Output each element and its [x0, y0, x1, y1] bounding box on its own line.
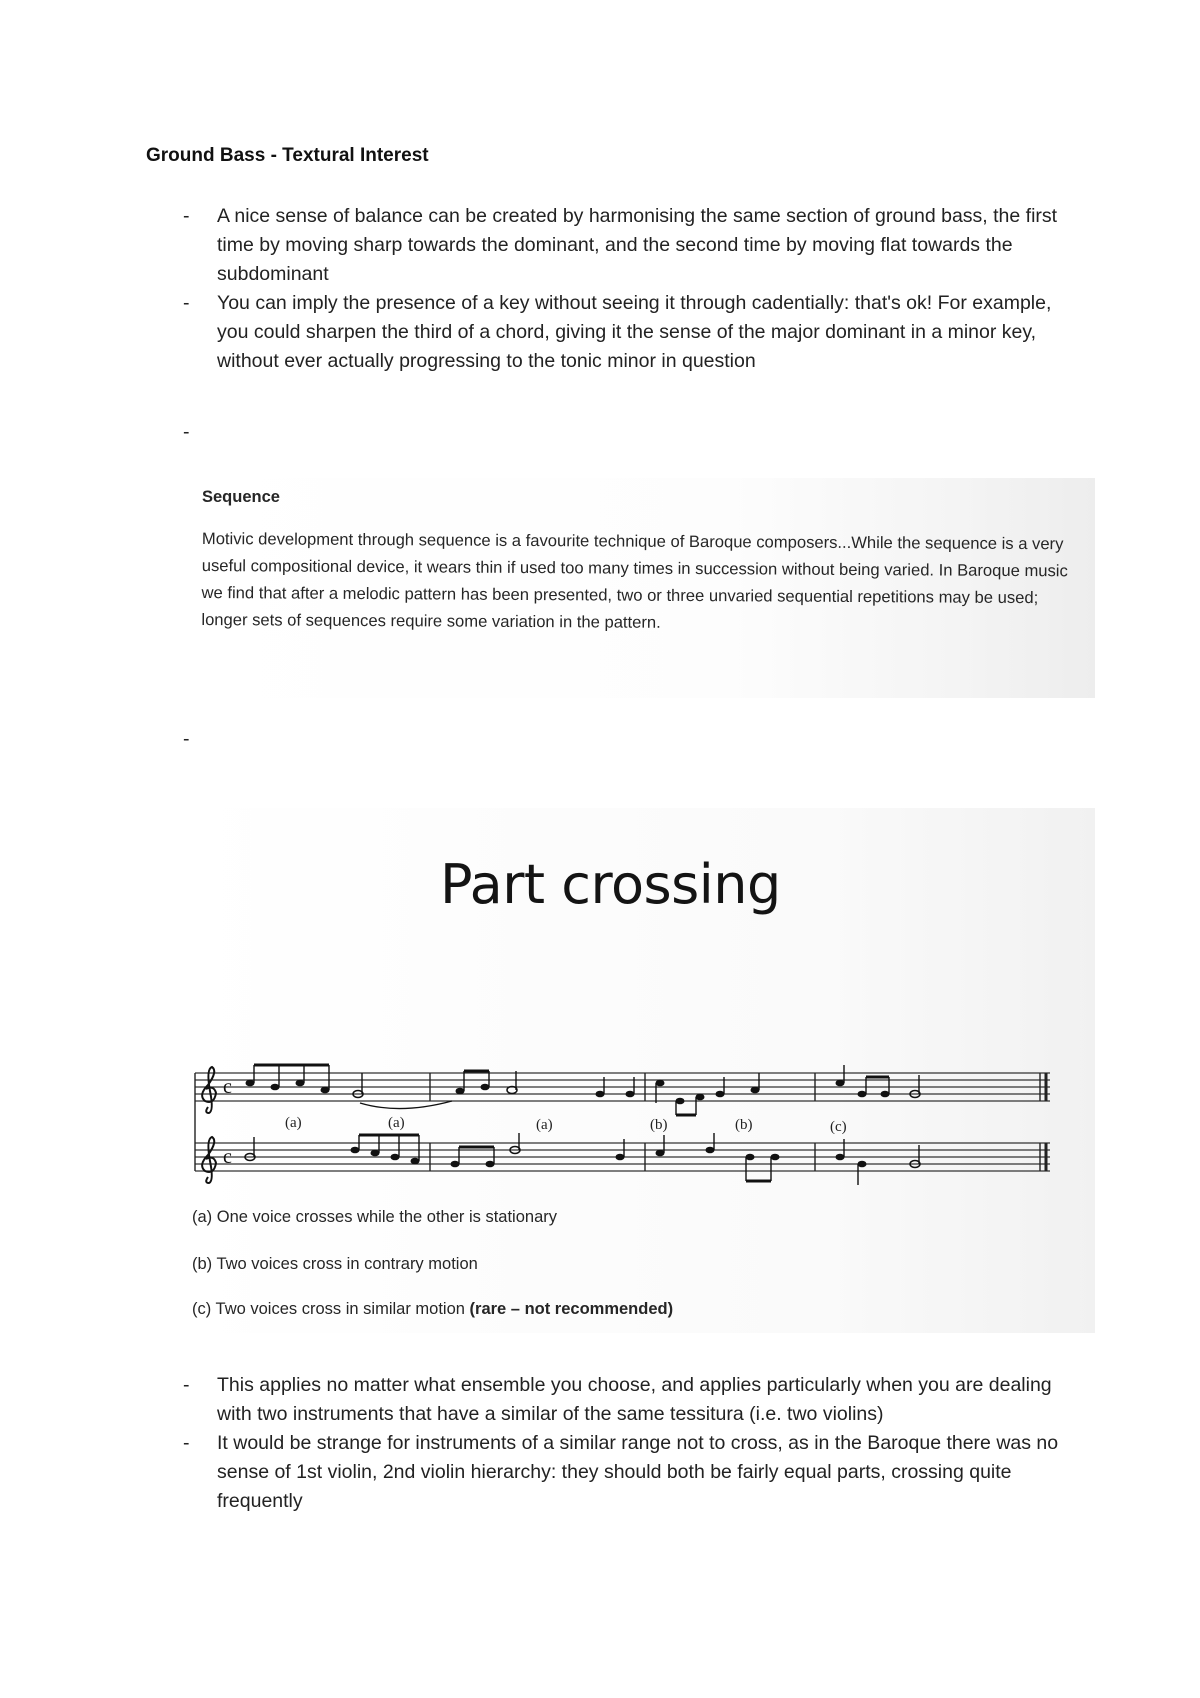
- lower-beams: [359, 1135, 771, 1181]
- list-item-text: A nice sense of balance can be created by harmonising the same section of ground bass, the first time by moving sharp towards the dominant, and the second time by moving flat towards the subdominant: [217, 205, 1058, 285]
- sequence-image: [190, 478, 1095, 698]
- caption-b: (b) Two voices cross in contrary motion: [192, 1255, 478, 1273]
- bullet-dash: -: [183, 728, 190, 750]
- label-a: (a): [536, 1117, 553, 1133]
- label-c: (c): [830, 1119, 847, 1135]
- label-a: (a): [388, 1115, 405, 1131]
- time-signature: c: [223, 1146, 232, 1168]
- bullet-list-top: [0, 202, 1200, 376]
- time-signature: c: [223, 1076, 232, 1098]
- caption-a: (a) One voice crosses while the other is stationary: [192, 1208, 557, 1226]
- caption-c-note: (rare – not recommended): [469, 1300, 674, 1318]
- list-item: [0, 1371, 1200, 1429]
- list-item: [0, 202, 1200, 289]
- list-item-text: This applies no matter what ensemble you choose, and applies particularly when you are dealing with two instruments that have a similar of the same tessitura (i.e. two violins): [217, 1374, 1052, 1425]
- bullet-dash: -: [183, 1432, 190, 1454]
- list-item: [0, 1429, 1200, 1516]
- label-b: (b): [735, 1117, 753, 1133]
- list-item-text: You can imply the presence of a key without seeing it through cadentially: that's ok! For example, you could sharpen the third of a chord, giving it the sense of the major dominant in a minor key, without ever actually progressing to the tonic minor in question: [217, 292, 1052, 372]
- caption-c: [192, 1300, 673, 1319]
- bullet-list-bottom: [0, 1371, 1200, 1516]
- bullet-dash: -: [183, 421, 190, 443]
- tie-arc: [360, 1101, 452, 1109]
- part-crossing-title: Part crossing: [440, 853, 781, 916]
- caption-c-main: (c) Two voices cross in similar motion: [192, 1300, 465, 1318]
- bullet-dash: -: [183, 1374, 190, 1396]
- sequence-body: Motivic development through sequence is a favourite technique of Baroque composers...While the sequence is a very useful compositional device, it wears thin if used too many times in succession without being varied. In Baroque music we find that after a melodic pattern has been presented, two or three unvaried sequential repetitions may be used; longer sets of sequences require some variation in the pattern.: [201, 528, 1068, 632]
- page-heading: Ground Bass - Textural Interest: [146, 145, 429, 166]
- sequence-title: Sequence: [202, 488, 280, 506]
- bullet-dash: -: [183, 292, 190, 314]
- treble-clef-icon: [202, 1067, 216, 1183]
- crossing-labels: [285, 1115, 847, 1135]
- list-item: [0, 289, 1200, 376]
- list-item-text: It would be strange for instruments of a similar range not to cross, as in the Baroque there was no sense of 1st violin, 2nd violin hierarchy: they should both be fairly equal parts, crossing quite frequently: [217, 1432, 1059, 1512]
- music-score: [190, 1063, 1095, 1203]
- label-b: (b): [650, 1117, 668, 1133]
- part-crossing-image: [190, 808, 1095, 1333]
- label-a: (a): [285, 1115, 302, 1131]
- bullet-dash: -: [183, 205, 190, 227]
- lower-stems: [254, 1133, 919, 1185]
